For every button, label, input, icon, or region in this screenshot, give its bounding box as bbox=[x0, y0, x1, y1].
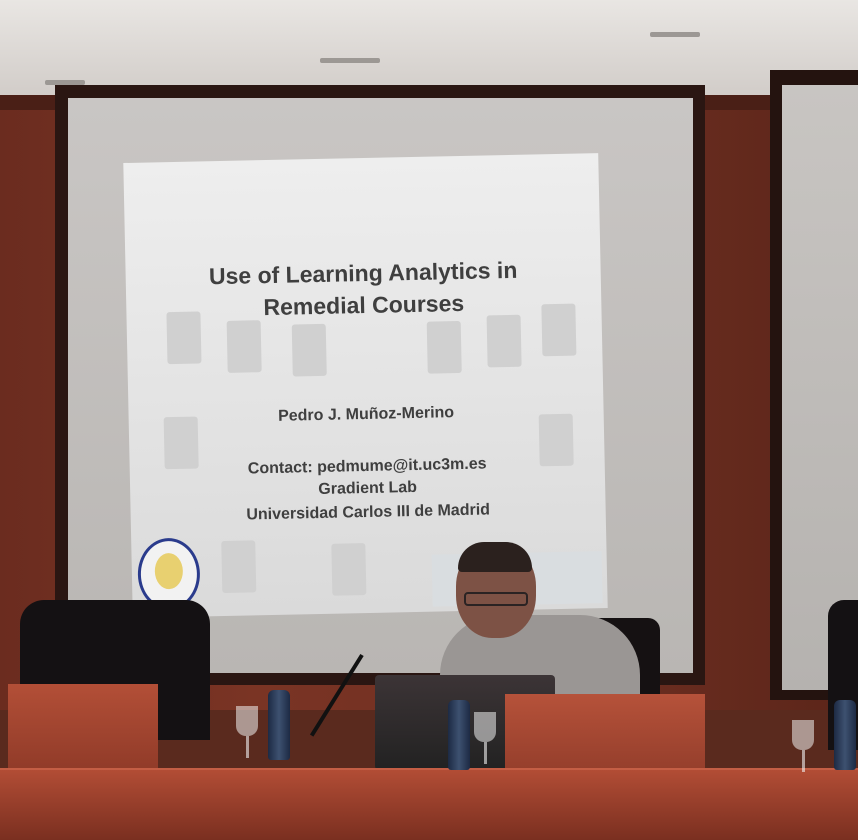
logo-lamp-icon bbox=[154, 553, 183, 590]
slide-background-window bbox=[427, 321, 462, 374]
water-glass-stem bbox=[484, 742, 487, 764]
water-glass bbox=[792, 720, 814, 750]
presenter-hair bbox=[458, 542, 532, 572]
slide-title-line-1: Use of Learning Analytics in bbox=[208, 256, 518, 290]
water-glass bbox=[474, 712, 496, 742]
slide-background-window bbox=[331, 543, 366, 596]
water-bottle bbox=[448, 700, 470, 770]
projected-slide bbox=[123, 153, 607, 618]
water-glass-stem bbox=[802, 750, 805, 772]
desk-left-panel bbox=[8, 684, 158, 774]
water-glass-stem bbox=[246, 736, 249, 758]
slide-author: Pedro J. Muñoz-Merino bbox=[277, 404, 455, 425]
presenter-glasses bbox=[464, 592, 528, 606]
water-bottle bbox=[268, 690, 290, 760]
slide-lab: Gradient Lab bbox=[318, 478, 418, 499]
slide-background-window bbox=[227, 320, 262, 373]
ceiling-light bbox=[650, 32, 700, 37]
slide-background-window bbox=[292, 324, 327, 377]
slide-background-window bbox=[221, 540, 256, 593]
slide-background-window bbox=[487, 315, 522, 368]
ceiling-light bbox=[320, 58, 380, 63]
slide-university: Universidad Carlos III de Madrid bbox=[246, 501, 491, 524]
slide-contact: Contact: pedmume@it.uc3m.es bbox=[247, 455, 487, 478]
slide-title-line-2: Remedial Courses bbox=[263, 289, 465, 321]
water-bottle bbox=[834, 700, 856, 770]
desk-front bbox=[0, 770, 858, 840]
water-glass bbox=[236, 706, 258, 736]
